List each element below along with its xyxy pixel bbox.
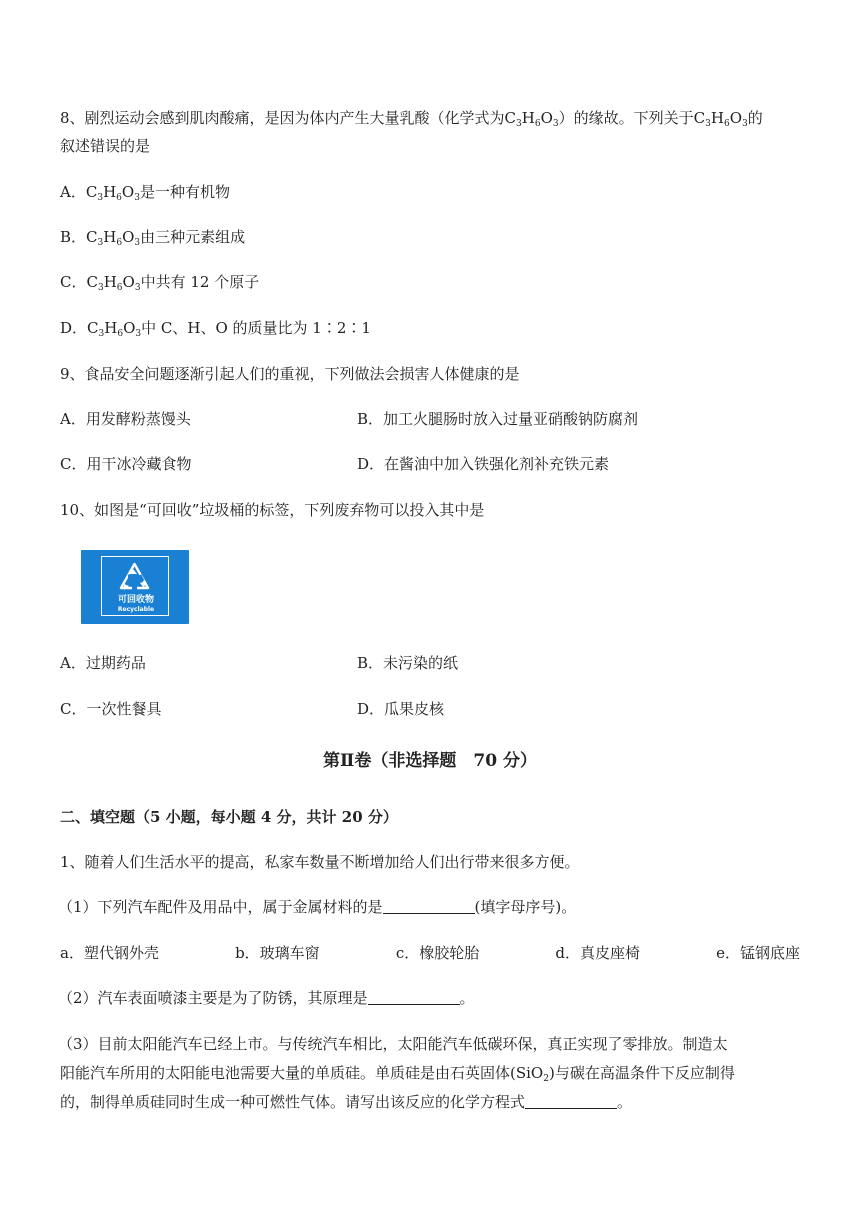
fill1-part3-line2: 阳能汽车所用的太阳能电池需要大量的单质硅。单质硅是由石英固体(SiO$_2$)与碳在高温条件下反应制得	[60, 1064, 735, 1084]
q10-option-c: C．一次性餐具	[60, 700, 162, 718]
recycle-icon	[102, 559, 167, 597]
section-heading: 二、填空题（5 小题，每小题 4 分，共计 20 分）	[60, 808, 398, 826]
fill1-option-a: a．塑代钢外壳	[60, 944, 159, 962]
fill1-part1: （1）下列汽车配件及用品中，属于金属材料的是 (填字母序号)。	[58, 898, 577, 916]
formula: $C_3H_6O_3$	[85, 183, 140, 203]
fill1-part3-line1: （3）目前太阳能汽车已经上市。与传统汽车相比，太阳能汽车低碳环保，真正实现了零排放。制造太	[58, 1035, 728, 1053]
q9-option-d: D．在酱油中加入铁强化剂补充铁元素	[357, 455, 610, 473]
sign-label-en: Recyclable	[117, 606, 155, 613]
q9-option-a: A．用发酵粉蒸馒头	[60, 410, 191, 428]
q10-option-d: D．瓜果皮核	[357, 700, 445, 718]
recycling-sign	[81, 550, 189, 624]
answer-blank[interactable]	[368, 990, 460, 1005]
formula: $C_3H_6O_3$	[87, 319, 142, 339]
q8-stem-line1: 8、剧烈运动会感到肌肉酸痛，是因为体内产生大量乳酸（化学式为$C_3H_6O_3$）的缘故。下列关于$C_3H_6O_3$的	[60, 109, 763, 129]
formula: $C_3H_6O_3$	[86, 228, 141, 248]
answer-blank[interactable]	[383, 899, 475, 914]
q8-option-b: B．$C_3H_6O_3$由三种元素组成	[60, 228, 246, 248]
q10-stem: 10、如图是“可回收”垃圾桶的标签，下列废弃物可以投入其中是	[60, 501, 485, 519]
fill1-option-d: d．真皮座椅	[555, 944, 640, 962]
fill1-part3-line3: 的，制得单质硅同时生成一种可燃性气体。请写出该反应的化学方程式 。	[60, 1093, 633, 1111]
fill1-option-b: b．玻璃车窗	[235, 944, 320, 962]
fill1-part2: （2）汽车表面喷漆主要是为了防锈，其原理是 。	[58, 989, 475, 1007]
fill1-stem: 1、随着人们生活水平的提高，私家车数量不断增加给人们出行带来很多方便。	[60, 853, 580, 871]
q8-option-a: A．$C_3H_6O_3$是一种有机物	[60, 183, 230, 203]
section-title: 第Ⅱ卷（非选择题 70 分）	[323, 751, 537, 771]
q8-option-d: D．$C_3H_6O_3$中 C、H、O 的质量比为 1∶2∶1	[60, 319, 371, 339]
q9-option-c: C．用干冰冷藏食物	[60, 455, 192, 473]
q8-option-c: C．$C_3H_6O_3$中共有 12 个原子	[60, 273, 260, 293]
q10-option-b: B．未污染的纸	[357, 654, 459, 672]
formula: $C_3H_6O_3$	[693, 109, 748, 129]
q9-option-b: B．加工火腿肠时放入过量亚硝酸钠防腐剂	[357, 410, 639, 428]
formula: $C_3H_6O_3$	[504, 109, 559, 129]
sign-label-cn: 可回收物	[117, 595, 154, 605]
formula: $C_3H_6O_3$	[86, 273, 141, 293]
answer-blank[interactable]	[525, 1094, 617, 1109]
fill1-option-e: e．锰钢底座	[716, 944, 800, 962]
fill1-options	[60, 943, 800, 963]
q10-option-a: A．过期药品	[60, 654, 146, 672]
sio2-formula: SiO$_2$	[515, 1064, 549, 1084]
q8-stem-line2: 叙述错误的是	[60, 137, 151, 155]
fill1-option-c: c．橡胶轮胎	[395, 944, 480, 962]
sign-frame	[101, 556, 169, 616]
q9-stem: 9、食品安全问题逐渐引起人们的重视，下列做法会损害人体健康的是	[60, 365, 520, 383]
